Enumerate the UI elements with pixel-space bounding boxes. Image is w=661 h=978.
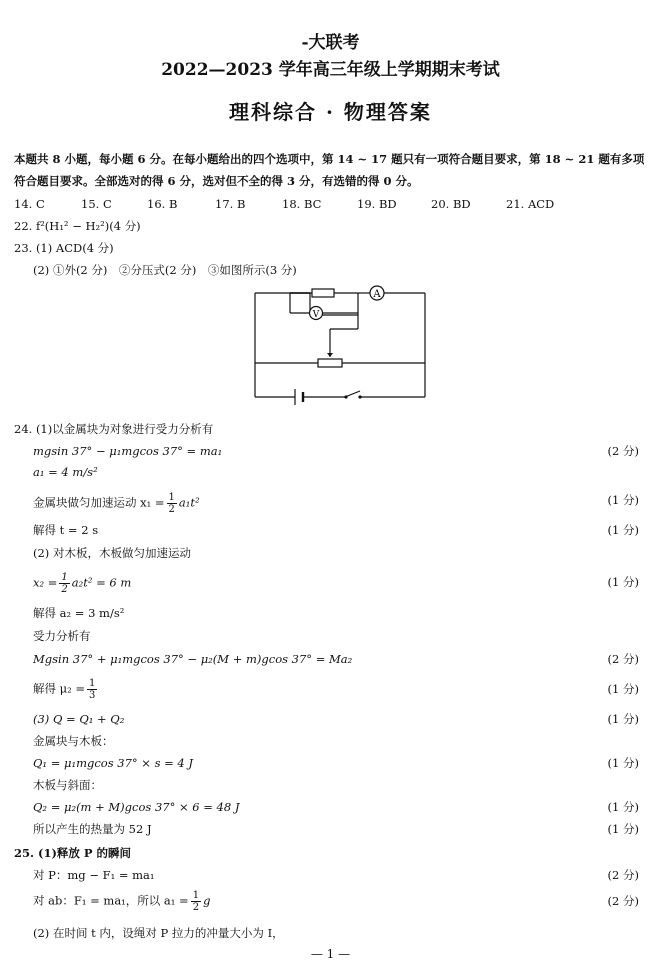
q24-eq7: 受力分析有 xyxy=(33,629,91,643)
score: (1 分) xyxy=(607,756,639,770)
answer-22: 22. f²(H₁² − H₂²)(4 分) xyxy=(14,219,141,233)
q24-part2: (2) 对木板，木板做匀加速运动 xyxy=(33,546,191,560)
instructions: 本题共 8 小题，每小题 6 分。在每小题给出的四个选项中，第 14 ~ 17 题只有一项符合题目要求，第 18 ~ 21 题有多项符合题目要求。全部选对的得 6 分，选对但不全的得 3 分，有选错的得 0 分。 xyxy=(14,152,645,188)
exam-org: -大联考 xyxy=(301,33,360,53)
answer-18: 18. BC xyxy=(282,197,322,211)
q24-eq8: Mgsin 37° + μ₁mgcos 37° − μ₂(M + m)gcos 37° = Ma₂ xyxy=(33,652,353,666)
q24-eq2: a₁ = 4 m/s² xyxy=(33,465,98,479)
score: (1 分) xyxy=(607,575,639,589)
q24-eq1: mgsin 37° − μ₁mgcos 37° = ma₁ xyxy=(33,444,223,458)
circuit-diagram xyxy=(250,283,435,413)
q24-eq12: 木板与斜面： xyxy=(33,778,102,792)
score: (2 分) xyxy=(607,444,639,458)
q24-eq13: Q₂ = μ₂(m + M)gcos 37° × 6 = 48 J xyxy=(33,800,240,814)
score: (1 分) xyxy=(607,523,639,537)
subject-title: 理科综合 · 物理答案 xyxy=(229,100,432,124)
answer-23-part2: (2) ①外(2 分) ②分压式(2 分) ③如图所示(3 分) xyxy=(33,263,297,277)
exam-title: 2022—2023 学年高三年级上学期期末考试 xyxy=(161,60,500,80)
page-number: — 1 — xyxy=(310,947,351,961)
answer-15: 15. C xyxy=(81,197,112,211)
q24-eq6: 解得 a₂ = 3 m/s² xyxy=(33,606,125,620)
q25-eq3: (2) 在时间 t 内，设绳对 P 拉力的冲量大小为 I， xyxy=(33,926,284,940)
answer-20: 20. BD xyxy=(431,197,471,211)
q24-eq14: 所以产生的热量为 52 J xyxy=(33,822,152,836)
q25-heading: 25. (1)释放 P 的瞬间 xyxy=(14,846,132,860)
answer-17: 17. B xyxy=(215,197,246,211)
q24-eq9: 解得 μ₂ = $\frac{1}{3}$ xyxy=(33,678,96,701)
score: (2 分) xyxy=(607,894,639,908)
ammeter-label: A xyxy=(373,289,381,300)
q25-eq1: 对 P：mg − F₁ = ma₁ xyxy=(33,868,155,882)
voltmeter-label: V xyxy=(312,310,320,320)
answer-16: 16. B xyxy=(147,197,178,211)
q24-eq3: 金属块做匀加速运动 x₁ = $\frac{1}{2}$ a₁t² xyxy=(33,492,200,515)
answer-19: 19. BD xyxy=(357,197,397,211)
q24-eq5: x₂ = $\frac{1}{2}$ a₂t² = 6 m xyxy=(33,572,132,595)
score: (1 分) xyxy=(607,712,639,726)
answer-14: 14. C xyxy=(14,197,45,211)
answer-21: 21. ACD xyxy=(506,197,555,211)
q24-eq4: 解得 t = 2 s xyxy=(33,523,99,537)
q24-eq10: 金属块与木板： xyxy=(33,734,114,748)
score: (1 分) xyxy=(607,822,639,836)
score: (2 分) xyxy=(607,868,639,882)
q24-eq11: Q₁ = μ₁mgcos 37° × s = 4 J xyxy=(33,756,194,770)
score: (1 分) xyxy=(607,800,639,814)
score: (1 分) xyxy=(607,682,639,696)
score: (2 分) xyxy=(607,652,639,666)
score: (1 分) xyxy=(607,493,639,507)
q25-eq2: 对 ab：F₁ = ma₁，所以 a₁ = $\frac{1}{2}$ g xyxy=(33,890,211,913)
q24-heading: 24. (1)以金属块为对象进行受力分析有 xyxy=(14,422,214,436)
answer-23-part1: 23. (1) ACD(4 分) xyxy=(14,241,114,255)
q24-part3: (3) Q = Q₁ + Q₂ xyxy=(33,712,125,726)
